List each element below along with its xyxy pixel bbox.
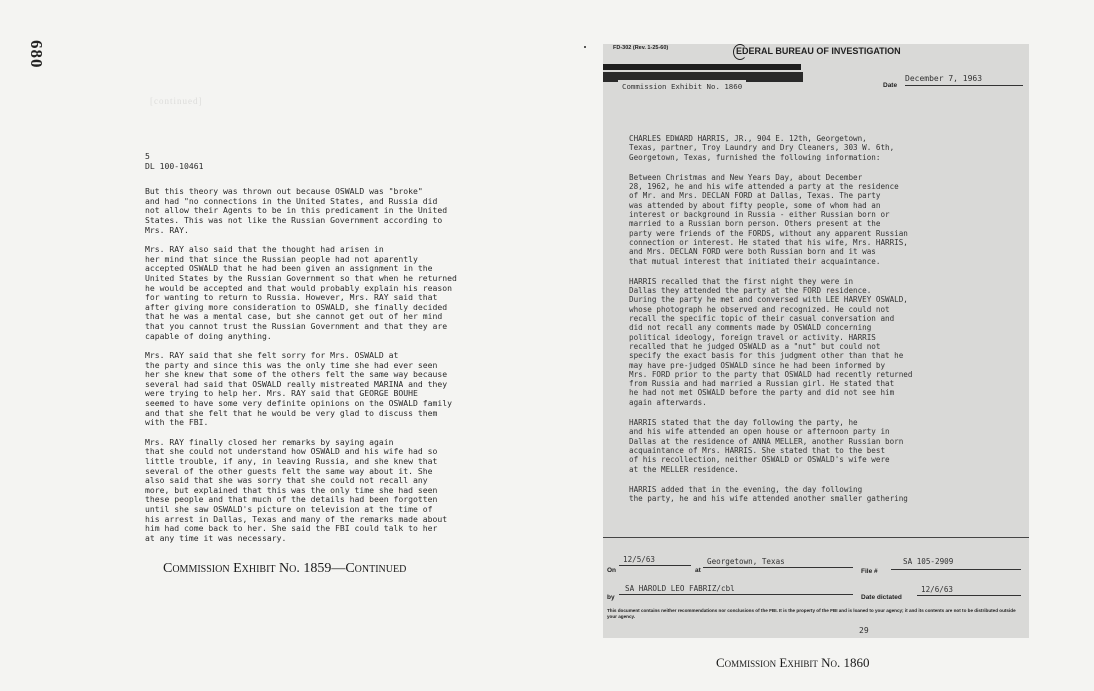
dictated-label: Date dictated <box>861 594 902 601</box>
exhibit-1860-label: Commission Exhibit No. 1860 <box>618 80 746 93</box>
file-reference-prefix: 5 <box>145 151 150 161</box>
dictated-value: 12/6/63 <box>921 585 954 594</box>
left-paragraph: Mrs. RAY said that she felt sorry for Mrs. OSWALD at the party and since this was the only time she had ever seen her she knew that some of the others felt the same way because several had said that OSWALD really mistreated MARINA and they were trying to help her. Mrs. RAY said that GEORGE BOUHE seemed to have some very definite opinions on the OSWALD family and that she felt that he would be very glad to discuss them with the FBI. <box>145 350 452 428</box>
on-value: 12/5/63 <box>623 555 656 564</box>
file-reference <box>145 152 505 171</box>
bureau-title: EDERAL BUREAU OF INVESTIGATION <box>736 46 901 56</box>
fbi-disclaimer: This document contains neither recommendations nor conclusions of the FBI. It is the property of the FBI and is loaned to your agency; it and its contents are not to be distributed outside your agency. <box>607 608 1016 619</box>
left-paragraph: Mrs. RAY finally closed her remarks by saying again that she could not understand how OSWALD and his wife had so little trouble, if any, in leaving Russia, and she knew that several of the other guests felt the same way about it. She also said that she was sorry that she could not recall any more, but explained that this was the only time she had seen these people and that much of the details had been forgotten until she saw OSWALD's picture on television at the time of his arrest in Dallas, Texas and many of the remarks made about him had come back to her. She said the FBI could talk to her at any time it was necessary. <box>145 436 448 543</box>
date-label: Date <box>883 82 898 89</box>
fbi-form-302 <box>603 44 1029 638</box>
scan-speck <box>584 46 586 48</box>
date-value: December 7, 1963 <box>905 74 1023 86</box>
form-divider <box>603 537 1029 538</box>
form-paragraph: CHARLES EDWARD HARRIS, JR., 904 E. 12th, Georgetown, Texas, partner, Troy Laundry and Dry Cleaners, 303 W. 6th, Georgetown, Texas, furnished the following information: <box>629 134 895 162</box>
form-paragraph: HARRIS stated that the day following the party, he and his wife attended an open house or afternoon party in Dallas at the residence of ANNA MELLER, another Russian born acquaintance of Mrs. HARRIS. She stated that to the best of his recollection, neither OSWALD or OSWALD's wife were at the MELLER residence. <box>629 418 904 474</box>
on-label: On <box>607 567 617 574</box>
bleed-through-text: [continued] <box>150 96 203 106</box>
form-header <box>603 44 1029 62</box>
form-paragraph: HARRIS recalled that the first night they were in Dallas they attended the party at the FORD residence. During the party he met and conversed with LEE HARVEY OSWALD, whose photograph he observed and recognized. He could not recall the specific topic of their casual conversation and did not recall any comments made by OSWALD concerning political ideology, foreign travel or activity. HARRIS recalled that he judged OSWALD as a "nut" but could not specify the exact basis for this judgment other than that he may have pre-judged OSWALD since he had been informed by Mrs. FORD prior to the party that OSWALD had recently returned from Russia and had married a Russian girl. He stated that he had not met OSWALD before the party and did not see him again afterwards. <box>629 276 913 407</box>
form-number: FD-302 (Rev. 1-25-60) <box>613 45 669 51</box>
form-paragraph: HARRIS added that in the evening, the day following the party, he and his wife attended another smaller gathering <box>629 484 908 504</box>
exhibit-1860-caption: Commission Exhibit No. 1860 <box>716 655 870 670</box>
file-underline <box>891 569 1021 570</box>
file-reference-number: DL 100-10461 <box>145 160 204 171</box>
by-value: SA HAROLD LEO FABRIZ/cbl <box>625 584 735 593</box>
at-value: Georgetown, Texas <box>707 557 785 566</box>
left-document <box>145 152 505 553</box>
by-underline <box>619 594 853 595</box>
at-underline <box>703 567 853 568</box>
on-underline <box>619 565 691 566</box>
form-paragraph: Between Christmas and New Years Day, about December 28, 1962, he and his wife attended a party at the residence of Mr. and Mrs. DECLAN FORD at Dallas, Texas. The party was attended by about fifty people, some of whom had an interest or background in Russia - either Russian born or married to a Russian born person. Others present at the party were friends of the FORDS, without any apparent Russian connection or interest. He stated that his wife, Mrs. HARRIS, and Mrs. DECLAN FORD were both Russian born and it was that mutual interest that initiated their acquaintance. <box>629 172 908 266</box>
at-label: at <box>695 567 701 574</box>
page-number: 680 <box>27 40 46 69</box>
by-label: by <box>607 594 615 601</box>
file-label: File # <box>861 568 878 575</box>
left-paragraph: Mrs. RAY also said that the thought had arisen in her mind that since the Russian people had not aparently accepted OSWALD that he had been given an assignment in the United States by the Russian Government so that when he returned he would be accepted and that would probably explain his reason for wanting to return to Russia. However, Mrs. RAY said that after giving more consideration to OSWALD, she finally decided that he was a mental case, but she cannot get out of her mind that you cannot trust the Russian Government and that they are capable of doing anything. <box>145 244 457 341</box>
file-value: SA 105-2909 <box>903 557 954 566</box>
exhibit-1859-caption: Commission Exhibit No. 1859—Continued <box>163 561 407 576</box>
left-paragraph: But this theory was thrown out because OSWALD was "broke" and had "no connections in the United States, and Russia did not allow their Agents to be in this predicament in the United States. This was not like the Russian Government according to Mrs. RAY. <box>145 186 448 235</box>
header-bar <box>603 64 801 70</box>
form-body <box>629 134 1007 514</box>
dictated-underline <box>917 595 1021 596</box>
form-page-mark: 29 <box>859 626 869 635</box>
